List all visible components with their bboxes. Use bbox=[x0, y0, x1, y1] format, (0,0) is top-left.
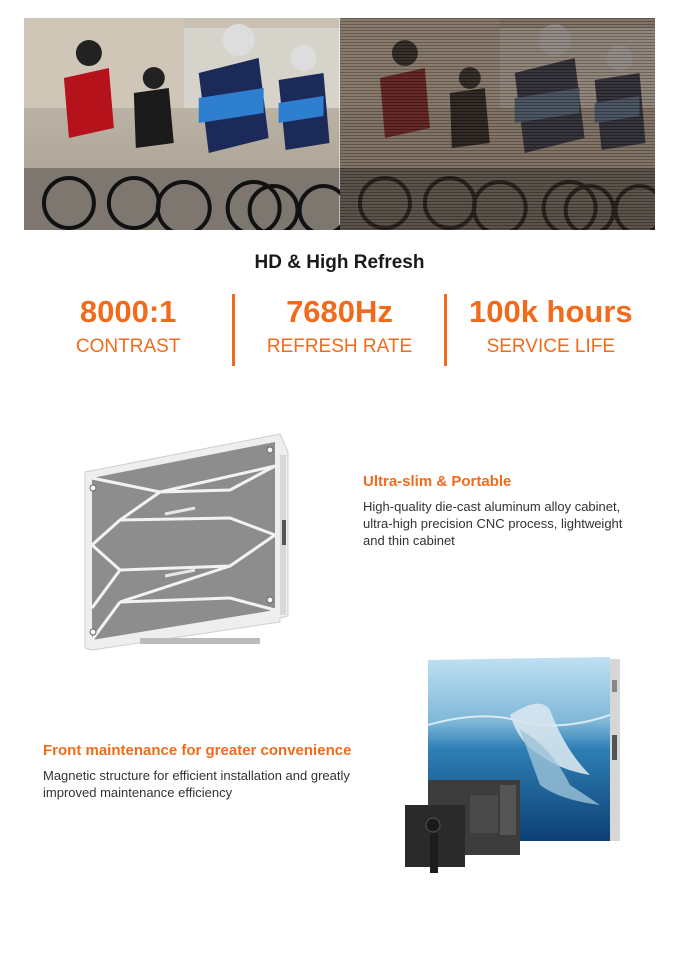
feature-desc-line: improved maintenance efficiency bbox=[43, 785, 233, 800]
feature-desc-line: Magnetic structure for efficient installation and greatly bbox=[43, 768, 350, 783]
cabinet-panel-image bbox=[80, 430, 300, 655]
stat-value: 8000:1 bbox=[79, 294, 177, 329]
stat-refresh-rate bbox=[235, 292, 443, 368]
stat-label: SERVICE LIFE bbox=[486, 336, 616, 357]
feature-title: Front maintenance for greater convenience bbox=[43, 742, 352, 759]
feature-ultra-slim bbox=[363, 473, 663, 549]
hero-comparison bbox=[24, 18, 655, 230]
front-maintenance-image bbox=[400, 655, 630, 885]
feature-title: Ultra-slim & Portable bbox=[363, 473, 512, 490]
flicker-cyclists-photo bbox=[340, 18, 656, 230]
stats-row bbox=[24, 292, 655, 368]
hd-cyclists-photo bbox=[24, 18, 340, 230]
front-maintenance-icon bbox=[400, 655, 630, 885]
feature-desc-line: and thin cabinet bbox=[363, 533, 455, 548]
feature-front-maintenance bbox=[43, 742, 393, 801]
stat-label: CONTRAST bbox=[75, 336, 181, 357]
stat-value: 7680Hz bbox=[286, 294, 393, 329]
feature-desc-line: High-quality die-cast aluminum alloy cabinet, bbox=[363, 499, 621, 514]
cabinet-panel-icon bbox=[80, 430, 300, 655]
stat-contrast bbox=[24, 292, 232, 368]
stat-value: 100k hours bbox=[468, 294, 633, 329]
section-title: HD & High Refresh bbox=[254, 252, 425, 273]
stat-label: REFRESH RATE bbox=[266, 336, 413, 357]
feature-desc-line: ultra-high precision CNC process, lightweight bbox=[363, 516, 623, 531]
stat-service-life bbox=[447, 292, 655, 368]
cyclists-illustration bbox=[24, 18, 340, 230]
